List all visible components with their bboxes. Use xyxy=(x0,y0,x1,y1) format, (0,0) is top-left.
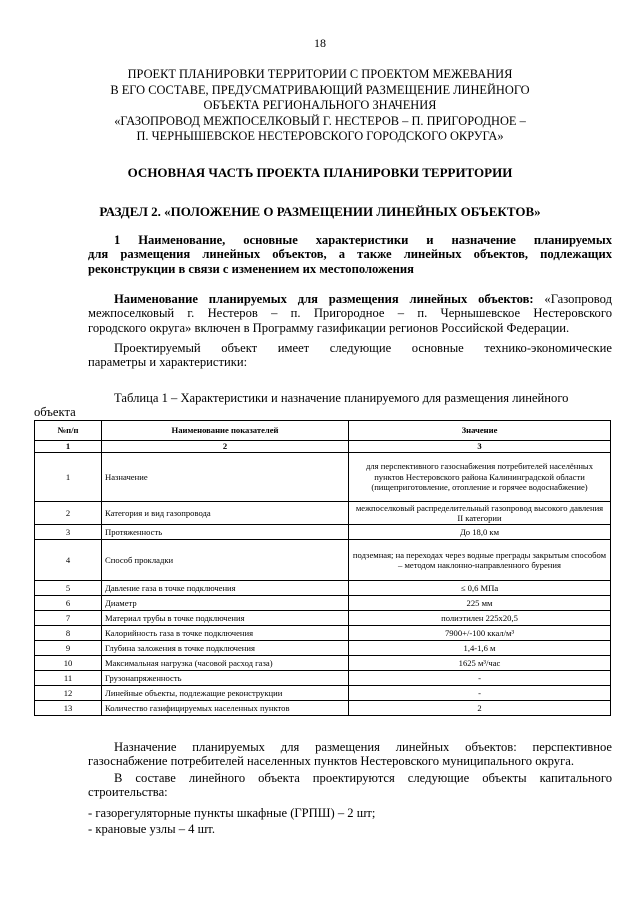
row-name: Калорийность газа в точке подключения xyxy=(102,626,349,641)
row-number: 3 xyxy=(35,525,102,540)
table-row xyxy=(35,656,611,671)
row-name: Глубина заложения в точке подключения xyxy=(102,641,349,656)
row-value: 1,4-1,6 м xyxy=(349,641,611,656)
row-number: 13 xyxy=(35,701,102,716)
title-line: П. ЧЕРНЫШЕВСКОЕ НЕСТЕРОВСКОГО ГОРОДСКОГО ОКРУГА» xyxy=(136,129,504,144)
title-line: «ГАЗОПРОВОД МЕЖПОСЕЛКОВЫЙ Г. НЕСТЕРОВ – П. ПРИГОРОДНОЕ – xyxy=(114,113,526,128)
paragraph-parameters xyxy=(88,341,612,370)
row-name: Давление газа в точке подключения xyxy=(102,581,349,596)
paragraph-line: городского округа» включен в Программу газификации регионов Российской Федерации. xyxy=(88,320,570,335)
row-number: 7 xyxy=(35,611,102,626)
row-name: Способ прокладки xyxy=(102,540,349,581)
bold-lead: Наименование планируемых для размещения линейных объектов: xyxy=(114,292,534,306)
row-name: Линейные объекты, подлежащие реконструкции xyxy=(102,686,349,701)
title-line: ПРОЕКТ ПЛАНИРОВКИ ТЕРРИТОРИИ С ПРОЕКТОМ МЕЖЕВАНИЯ xyxy=(127,67,513,81)
main-heading: ОСНОВНАЯ ЧАСТЬ ПРОЕКТА ПЛАНИРОВКИ ТЕРРИТОРИИ xyxy=(127,165,513,180)
row-number: 11 xyxy=(35,671,102,686)
row-value: 225 мм xyxy=(349,596,611,611)
subsection-line: реконструкции в связи с изменением их местоположения xyxy=(88,261,414,276)
row-value: для перспективного газоснабжения потребителей населённых пунктов Нестеровского района Калининградской области (пищеприготовление, отопление и горячее водоснабжение) xyxy=(349,453,611,502)
paragraph-object-name xyxy=(88,292,612,335)
subsection-line: для размещения линейных объектов, а также линейных объектов, подлежащих xyxy=(88,247,612,262)
table-header-row xyxy=(35,421,611,441)
row-name: Протяженность xyxy=(102,525,349,540)
row-number: 4 xyxy=(35,540,102,581)
row-value: 2 xyxy=(349,701,611,716)
table-row xyxy=(35,596,611,611)
row-number: 9 xyxy=(35,641,102,656)
row-value: 1625 м³/час xyxy=(349,656,611,671)
table-row xyxy=(35,671,611,686)
title-line: В ЕГО СОСТАВЕ, ПРЕДУСМАТРИВАЮЩИЙ РАЗМЕЩЕНИЕ ЛИНЕЙНОГО xyxy=(110,82,530,97)
subsection-line: 1 Наименование, основные характеристики и назначение планируемых xyxy=(114,233,612,247)
list-item xyxy=(88,821,215,837)
row-value: межпоселковый распределительный газопровод высокого давления II категории xyxy=(349,502,611,525)
row-number: 6 xyxy=(35,596,102,611)
row-number: 2 xyxy=(35,502,102,525)
paragraph-line: строительства: xyxy=(88,785,168,800)
row-name: Диаметр xyxy=(102,596,349,611)
row-number: 5 xyxy=(35,581,102,596)
column-number-row xyxy=(35,441,611,453)
document-title xyxy=(60,67,580,145)
header-indicator: Наименование показателей xyxy=(102,421,349,441)
row-number: 8 xyxy=(35,626,102,641)
list-item-text: - крановые узлы – 4 шт. xyxy=(88,822,215,836)
characteristics-table xyxy=(34,420,611,716)
row-value: полиэтилен 225х20,5 xyxy=(349,611,611,626)
table-row xyxy=(35,701,611,716)
list-item xyxy=(88,805,375,821)
paragraph-line xyxy=(88,292,612,306)
row-name: Материал трубы в точке подключения xyxy=(102,611,349,626)
table-row xyxy=(35,641,611,656)
row-value: ≤ 0,6 МПа xyxy=(349,581,611,596)
row-value: - xyxy=(349,686,611,701)
paragraph-text: «Газопровод xyxy=(533,292,612,306)
row-name: Количество газифицируемых населенных пунктов xyxy=(102,701,349,716)
title-line: ОБЪЕКТА РЕГИОНАЛЬНОГО ЗНАЧЕНИЯ xyxy=(203,98,437,113)
column-number: 2 xyxy=(102,441,349,453)
row-value: - xyxy=(349,671,611,686)
paragraph-line: Назначение планируемых для размещения линейных объектов: перспективное xyxy=(114,740,612,754)
row-value: 7900+/-100 ккал/м³ xyxy=(349,626,611,641)
column-number: 1 xyxy=(35,441,102,453)
table-row xyxy=(35,626,611,641)
table-caption xyxy=(34,391,612,419)
row-name: Назначение xyxy=(102,453,349,502)
table-row xyxy=(35,611,611,626)
paragraph-line: межпоселковый г. Нестеров – п. Пригородное – п. Чернышевское Нестеровского xyxy=(88,306,612,321)
header-number: №п/п xyxy=(35,421,102,441)
paragraph-purpose xyxy=(88,740,612,769)
row-number: 12 xyxy=(35,686,102,701)
caption-line: Таблица 1 – Характеристики и назначение планируемого для размещения линейного xyxy=(114,391,569,405)
header-value: Значение xyxy=(349,421,611,441)
page-number: 18 xyxy=(314,36,326,50)
row-value: До 18,0 км xyxy=(349,525,611,540)
column-number: 3 xyxy=(349,441,611,453)
row-name: Максимальная нагрузка (часовой расход газа) xyxy=(102,656,349,671)
row-value: подземная; на переходах через водные преграды закрытым способом – методом наклонно-направленного бурения xyxy=(349,540,611,581)
paragraph-line: Проектируемый объект имеет следующие основные технико-экономические xyxy=(114,341,612,355)
subsection-heading xyxy=(88,233,612,276)
row-name: Категория и вид газопровода xyxy=(102,502,349,525)
row-number: 1 xyxy=(35,453,102,502)
table-row xyxy=(35,525,611,540)
table-row xyxy=(35,453,611,502)
table-row xyxy=(35,502,611,525)
paragraph-line: В составе линейного объекта проектируются следующие объекты капитального xyxy=(114,771,612,785)
table-row xyxy=(35,540,611,581)
table-row xyxy=(35,581,611,596)
paragraph-line: газоснабжение потребителей населенных пунктов Нестеровского муниципального округа. xyxy=(88,754,575,769)
paragraph-line: параметры и характеристики: xyxy=(88,355,248,370)
section-heading: РАЗДЕЛ 2. «ПОЛОЖЕНИЕ О РАЗМЕЩЕНИИ ЛИНЕЙНЫХ ОБЪЕКТОВ» xyxy=(99,204,541,219)
caption-line: объекта xyxy=(34,405,76,419)
row-number: 10 xyxy=(35,656,102,671)
paragraph-capital-objects xyxy=(88,771,612,800)
list-item-text: - газорегуляторные пункты шкафные (ГРПШ) – 2 шт; xyxy=(88,806,376,820)
row-name: Грузонапряженность xyxy=(102,671,349,686)
table-row xyxy=(35,686,611,701)
